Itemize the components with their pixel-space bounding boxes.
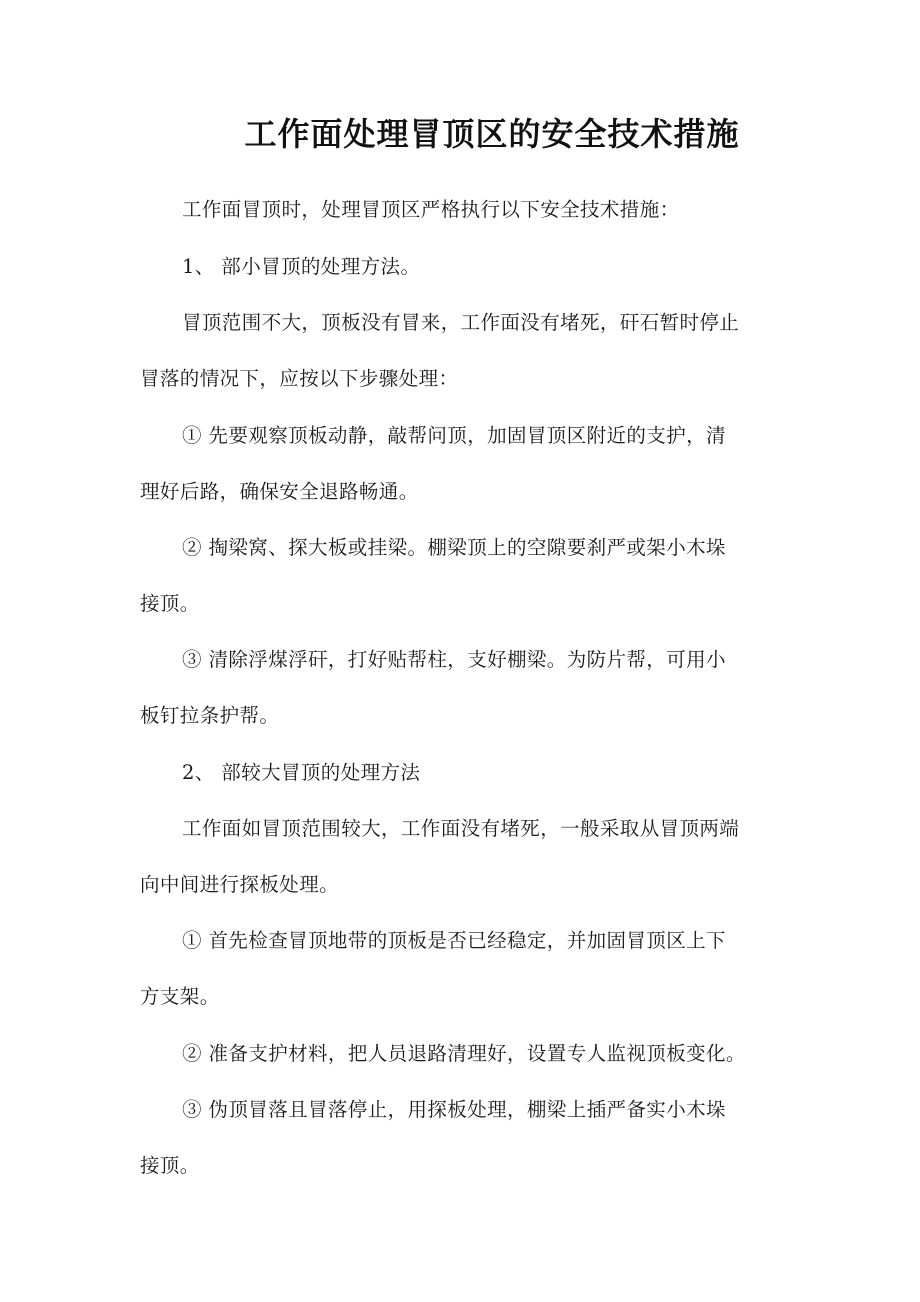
paragraph-intro: 工作面冒顶时，处理冒顶区严格执行以下安全技术措施： bbox=[182, 198, 680, 221]
list-item-line: 接顶。 bbox=[140, 1154, 200, 1177]
list-item-line: ③ 伪顶冒落且冒落停止，用探板处理，棚梁上插严备实小木垛 bbox=[182, 1098, 726, 1121]
list-item-line: ② 准备支护材料，把人员退路清理好，设置专人监视顶板变化。 bbox=[182, 1042, 746, 1065]
section-heading-2: 2、 部较大冒顶的处理方法 bbox=[182, 761, 421, 784]
document-title: 工作面处理冒顶区的安全技术措施 bbox=[244, 115, 740, 153]
list-item-line: 接顶。 bbox=[140, 592, 200, 615]
section-heading-1: 1、 部小冒顶的处理方法。 bbox=[182, 255, 421, 278]
list-item-line: ① 先要观察顶板动静，敲帮问顶，加固冒顶区附近的支护，清 bbox=[182, 424, 726, 447]
list-item-line: ② 掏梁窝、探大板或挂梁。棚梁顶上的空隙要刹严或架小木垛 bbox=[182, 536, 726, 559]
paragraph-line: 冒落的情况下，应按以下步骤处理： bbox=[140, 367, 459, 390]
list-item-line: 方支架。 bbox=[140, 985, 220, 1008]
paragraph-line: 冒顶范围不大，顶板没有冒来，工作面没有堵死，矸石暂时停止 bbox=[182, 311, 740, 334]
paragraph-line: 工作面如冒顶范围较大，工作面没有堵死，一般采取从冒顶两端 bbox=[182, 817, 740, 840]
list-item-line: 板钉拉条护帮。 bbox=[140, 704, 280, 727]
paragraph-line: 向中间进行探板处理。 bbox=[140, 873, 340, 896]
list-item-line: ③ 清除浮煤浮矸，打好贴帮柱，支好棚梁。为防片帮，可用小 bbox=[182, 648, 726, 671]
list-item-line: 理好后路，确保安全退路畅通。 bbox=[140, 480, 419, 503]
list-item-line: ① 首先检查冒顶地带的顶板是否已经稳定，并加固冒顶区上下 bbox=[182, 929, 726, 952]
